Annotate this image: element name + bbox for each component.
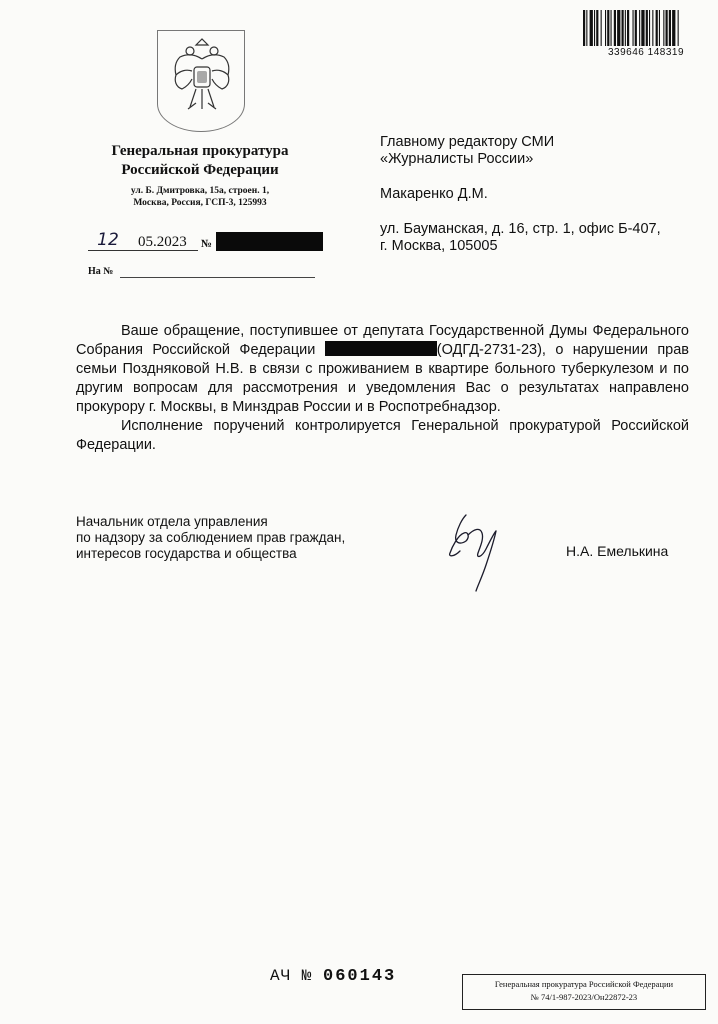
sender-address-line1: ул. Б. Дмитровка, 15а, строен. 1,	[130, 186, 270, 196]
serial-number	[270, 967, 396, 986]
recipient-line1: Главному редактору СМИ	[380, 134, 555, 150]
body-paragraph-1-part2: (ОДГД-2731-23), о нарушении прав семьи Поздняковой Н.В. в связи с проживанием в квартире больного туберкулезом и по другим вопросам для рассмотрения и уведомления Вас о результатах направлено прокурору г. Москвы, в Минздрав России и в Роспотребнадзор.	[76, 342, 689, 415]
serial-number-label: АЧ №	[270, 967, 313, 985]
emblem-frame	[157, 30, 245, 132]
registration-stamp	[462, 974, 706, 1010]
recipient-address-line2: г. Москва, 105005	[380, 238, 498, 254]
date-underline	[88, 250, 198, 251]
barcode	[582, 10, 710, 58]
date-month-year: 05.2023	[138, 234, 187, 250]
barcode-number: 339646 148319	[607, 47, 685, 58]
sender-address	[100, 185, 300, 209]
sender-organization	[70, 142, 330, 180]
redacted-outgoing-number	[216, 232, 323, 251]
signer-title-line3: интересов государства и общества	[76, 546, 297, 561]
sender-address-line2: Москва, Россия, ГСП-3, 125993	[133, 198, 267, 208]
redacted-deputy-name	[325, 341, 437, 356]
in-reply-to-label: На №	[88, 266, 114, 277]
signer-title-line1: Начальник отдела управления	[76, 514, 268, 529]
body-paragraph-1-part1: Ваше обращение, поступившее от депутата Государственной Думы Федерального Собрания Российской Федерации	[76, 323, 689, 358]
double-headed-eagle-emblem-icon	[166, 37, 238, 117]
body-paragraph-1	[76, 322, 689, 417]
handwritten-signature	[440, 505, 520, 600]
recipient-line2: «Журналисты России»	[380, 151, 534, 167]
registration-stamp-line2: № 74/1-987-2023/Он22872-23	[530, 992, 638, 1002]
date-number-row	[88, 232, 328, 254]
in-reply-to-line	[120, 277, 315, 278]
signer-name: Н.А. Емелькина	[566, 543, 669, 559]
signer-title-line2: по надзору за соблюдением прав граждан,	[76, 530, 346, 545]
number-mark: №	[201, 238, 213, 250]
recipient-block	[380, 134, 661, 255]
registration-stamp-line1: Генеральная прокуратура Российской Федерации	[494, 979, 674, 989]
recipient-address-line1: ул. Бауманская, д. 16, стр. 1, офис Б-407,	[380, 221, 661, 237]
barcode-bars	[582, 10, 710, 46]
letter-body	[76, 322, 689, 455]
body-paragraph-2: Исполнение поручений контролируется Генеральной прокуратурой Российской Федерации.	[76, 418, 689, 453]
date-day-handwritten: 12	[97, 230, 119, 250]
recipient-name: Макаренко Д.М.	[380, 186, 488, 202]
org-name-line2: Российской Федерации	[121, 162, 279, 178]
org-name-line1: Генеральная прокуратура	[111, 143, 289, 159]
signer-title	[76, 514, 345, 562]
serial-number-value: 060143	[323, 967, 397, 986]
